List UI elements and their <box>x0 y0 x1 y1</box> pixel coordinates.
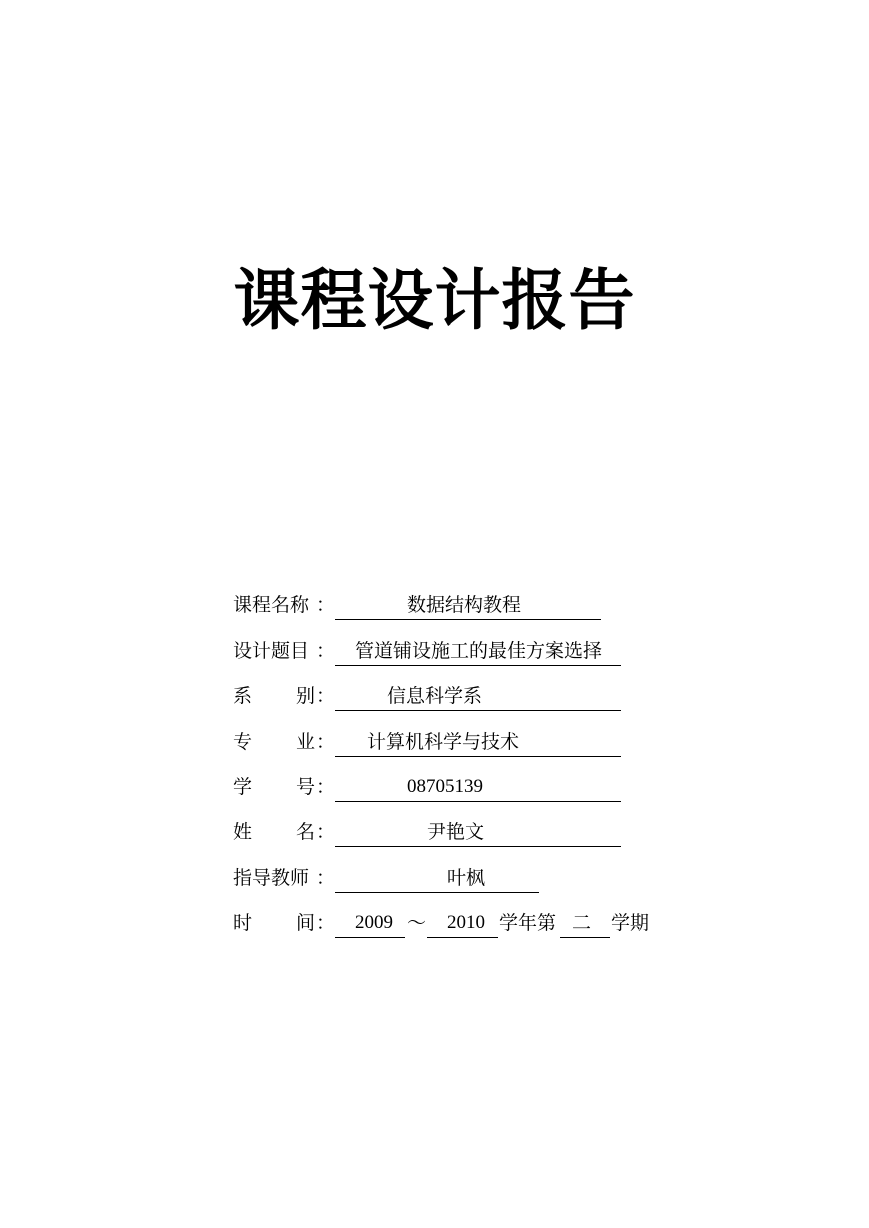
student-id-field <box>335 772 621 802</box>
colon: ： <box>316 640 336 662</box>
major-field <box>335 727 621 757</box>
report-title: 课程设计报告 <box>233 262 636 339</box>
advisor-value: 叶枫 <box>447 867 486 889</box>
department-label-char-1: 系 <box>233 685 253 707</box>
colon: ： <box>316 731 336 753</box>
name-label <box>233 817 315 847</box>
time-label-char-1: 时 <box>233 912 253 934</box>
design-topic-field <box>335 636 621 666</box>
design-topic-label: 设计题目 <box>233 640 310 662</box>
major-label <box>233 727 315 757</box>
colon: ： <box>316 685 336 707</box>
semester-suffix: 学期 <box>611 912 650 934</box>
start-year-field <box>335 908 405 938</box>
colon: ： <box>316 821 336 843</box>
major-label-char-2: 业 <box>295 731 315 753</box>
end-year-value: 2010 <box>447 912 485 933</box>
year-separator: ～ <box>407 912 427 934</box>
course-name-label: 课程名称 <box>233 594 310 616</box>
start-year-value: 2009 <box>355 912 393 933</box>
name-field <box>335 817 621 847</box>
course-name-field <box>335 590 601 620</box>
time-label <box>233 908 315 938</box>
department-label <box>233 681 315 711</box>
semester-value: 二 <box>572 912 592 934</box>
advisor-field <box>335 863 539 893</box>
colon: ： <box>316 776 336 798</box>
department-field <box>335 681 621 711</box>
design-topic-value: 管道铺设施工的最佳方案选择 <box>355 640 603 662</box>
student-id-value: 08705139 <box>407 776 483 797</box>
semester-field <box>560 908 610 938</box>
colon: ： <box>316 912 336 934</box>
colon: ： <box>316 594 336 616</box>
academic-year-text: 学年第 <box>499 912 557 934</box>
time-label-char-2: 间 <box>295 912 315 934</box>
student-id-label <box>233 772 315 802</box>
end-year-field <box>427 908 498 938</box>
course-name-value: 数据结构教程 <box>407 594 522 616</box>
colon: ： <box>316 867 336 889</box>
advisor-label: 指导教师 <box>233 867 310 889</box>
department-value: 信息科学系 <box>387 685 483 707</box>
name-label-char-2: 名 <box>295 821 315 843</box>
name-label-char-1: 姓 <box>233 821 253 843</box>
name-value: 尹艳文 <box>427 821 485 843</box>
major-value: 计算机科学与技术 <box>367 731 520 753</box>
student-id-label-char-1: 学 <box>233 776 253 798</box>
major-label-char-1: 专 <box>233 731 253 753</box>
department-label-char-2: 别 <box>295 685 315 707</box>
student-id-label-char-2: 号 <box>295 776 315 798</box>
